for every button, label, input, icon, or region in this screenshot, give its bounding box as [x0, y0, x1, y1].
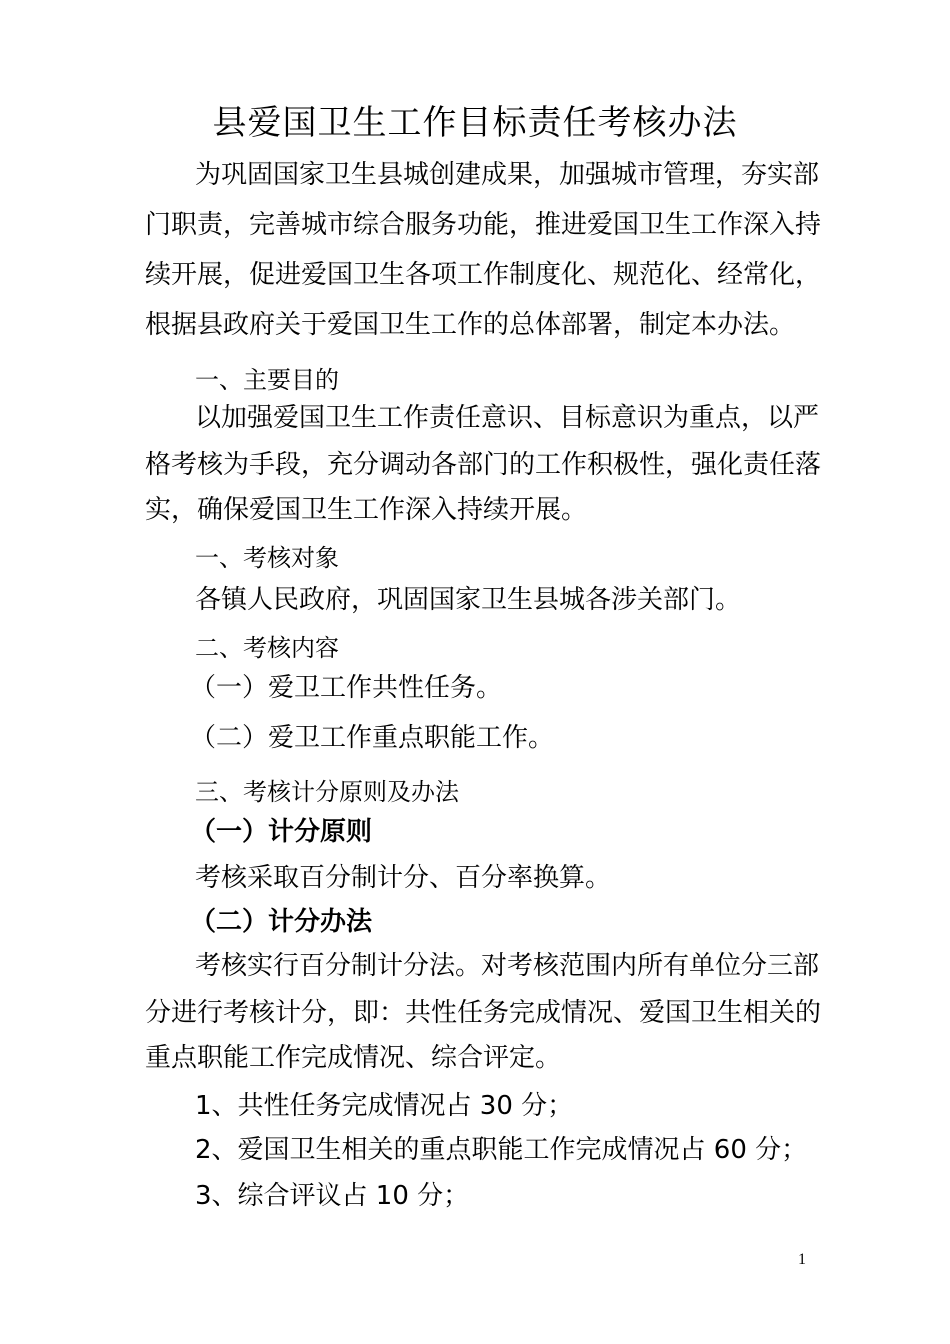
- scoring-principle-body: 考核采取百分制计分、百分率换算。: [195, 863, 612, 893]
- page-number: 1: [798, 1251, 806, 1268]
- section-heading-purpose: 一、主要目的: [195, 366, 339, 394]
- scoring-method-heading: （二）计分办法: [190, 907, 373, 937]
- purpose-line-2: 格考核为手段，充分调动各部门的工作积极性，强化责任落: [145, 450, 822, 480]
- scoring-item-2: 2、爱国卫生相关的重点职能工作完成情况占 60 分；: [195, 1135, 808, 1165]
- section-heading-targets: 一、考核对象: [195, 544, 339, 572]
- section-heading-scoring: 三、考核计分原则及办法: [195, 778, 459, 806]
- intro-line-2: 门职责，完善城市综合服务功能，推进爱国卫生工作深入持: [145, 210, 822, 240]
- purpose-line-1: 以加强爱国卫生工作责任意识、目标意识为重点，以严: [195, 403, 820, 433]
- scoring-method-line-3: 重点职能工作完成情况、综合评定。: [145, 1043, 562, 1073]
- intro-line-4: 根据县政府关于爱国卫生工作的总体部署，制定本办法。: [145, 310, 796, 340]
- document-title: 县爱国卫生工作目标责任考核办法: [212, 103, 738, 143]
- section-heading-content: 二、考核内容: [195, 634, 339, 662]
- content-item-1: （一）爱卫工作共性任务。: [190, 673, 503, 703]
- intro-line-3: 续开展，促进爱国卫生各项工作制度化、规范化、经常化，: [145, 260, 822, 290]
- content-item-2: （二）爱卫工作重点职能工作。: [190, 723, 555, 753]
- intro-line-1: 为巩固国家卫生县城创建成果，加强城市管理，夯实部: [195, 160, 820, 190]
- targets-body: 各镇人民政府，巩固国家卫生县城各涉关部门。: [195, 585, 742, 615]
- purpose-line-3: 实，确保爱国卫生工作深入持续开展。: [145, 495, 588, 525]
- scoring-item-3: 3、综合评议占 10 分；: [195, 1181, 470, 1211]
- scoring-item-1: 1、共性任务完成情况占 30 分；: [195, 1091, 574, 1121]
- scoring-principle-heading: （一）计分原则: [190, 817, 373, 847]
- scoring-method-line-1: 考核实行百分制计分法。对考核范围内所有单位分三部: [195, 951, 820, 981]
- scoring-method-line-2: 分进行考核计分，即：共性任务完成情况、爱国卫生相关的: [145, 998, 822, 1028]
